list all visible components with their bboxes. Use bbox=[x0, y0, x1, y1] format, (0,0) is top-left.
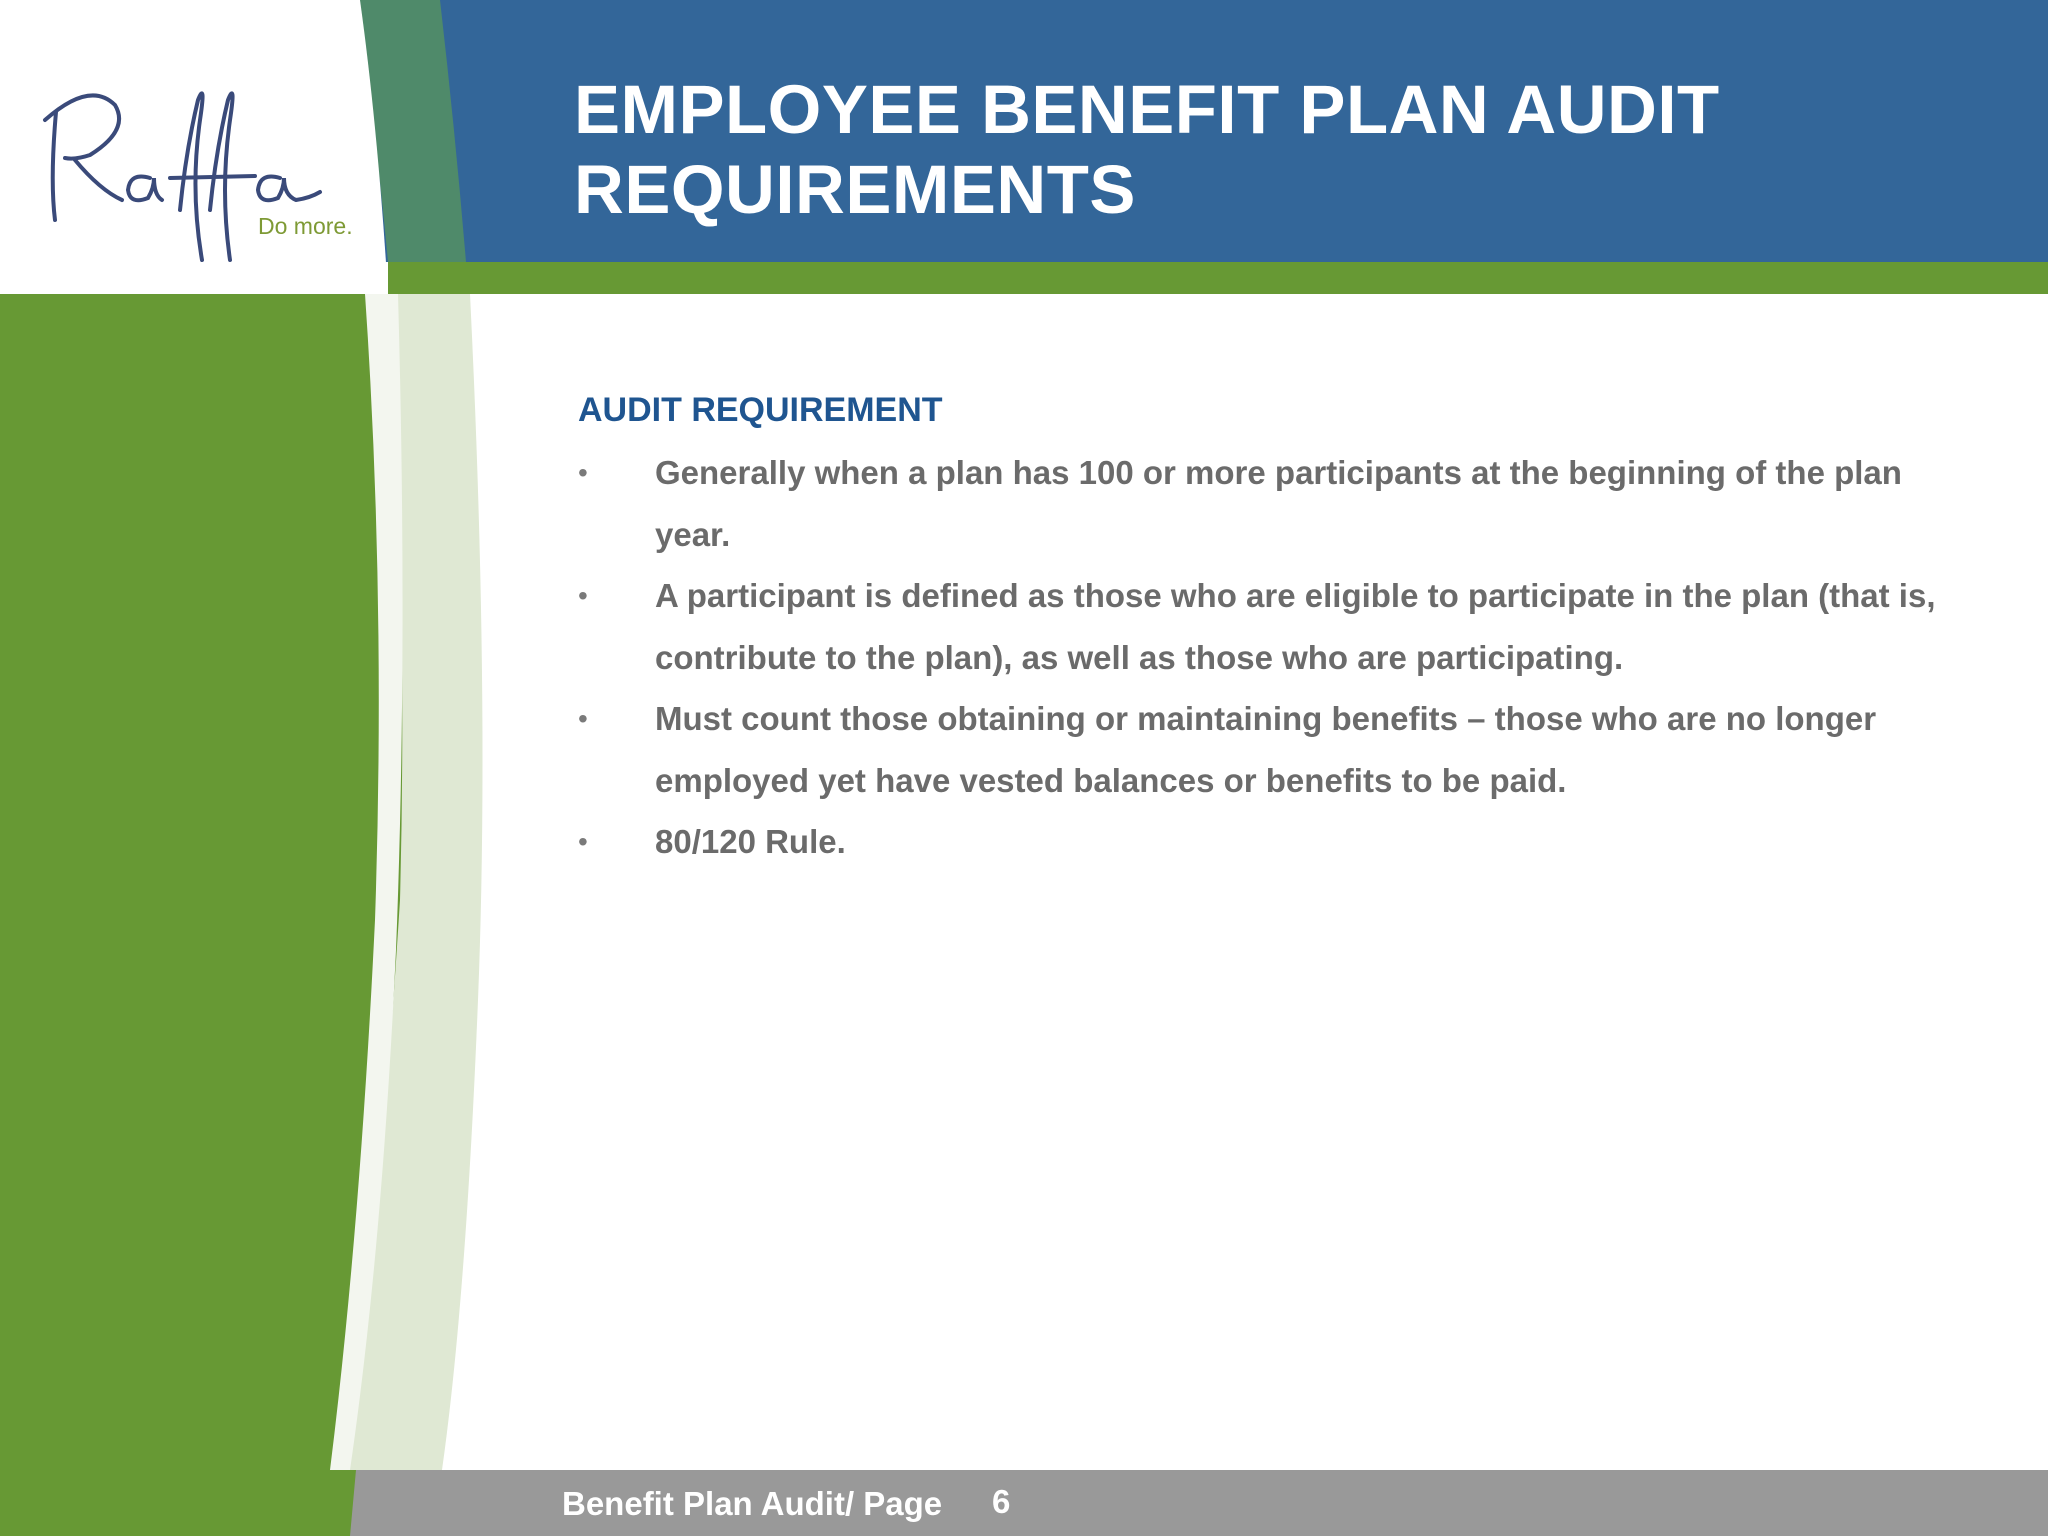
bullet-text: A participant is defined as those who are eligible to participate in the plan (that is, contribute to the plan), as well as those who are participating. bbox=[655, 577, 1936, 676]
bullet-dot-icon: • bbox=[578, 580, 588, 611]
bullet-item bbox=[578, 565, 1968, 688]
bullet-list bbox=[578, 442, 1968, 873]
bullet-dot-icon: • bbox=[578, 703, 588, 734]
footer-label: Benefit Plan Audit/ Page bbox=[562, 1485, 943, 1522]
bullet-text: Generally when a plan has 100 or more participants at the beginning of the plan year. bbox=[655, 454, 1902, 553]
bullet-item bbox=[578, 811, 1968, 873]
slide-title-line-1: EMPLOYEE BENEFIT PLAN AUDIT bbox=[574, 71, 1720, 148]
bullet-item bbox=[578, 442, 1968, 565]
svg-text:Do more.: Do more. bbox=[258, 213, 353, 239]
slide-title bbox=[574, 70, 1994, 230]
bullet-text: Must count those obtaining or maintaining benefits – those who are no longer employed yet have vested balances or benefits to be paid. bbox=[655, 700, 1877, 799]
bullet-dot-icon: • bbox=[578, 457, 588, 488]
page-number: 6 bbox=[992, 1483, 1011, 1520]
bullet-text: 80/120 Rule. bbox=[655, 823, 846, 860]
header-green-stripe bbox=[388, 262, 2048, 294]
bullet-dot-icon: • bbox=[578, 826, 588, 857]
section-heading: AUDIT REQUIREMENT bbox=[578, 391, 943, 429]
bullet-item bbox=[578, 688, 1968, 811]
slide-title-line-2: REQUIREMENTS bbox=[574, 151, 1136, 228]
raffa-logo bbox=[30, 60, 360, 280]
